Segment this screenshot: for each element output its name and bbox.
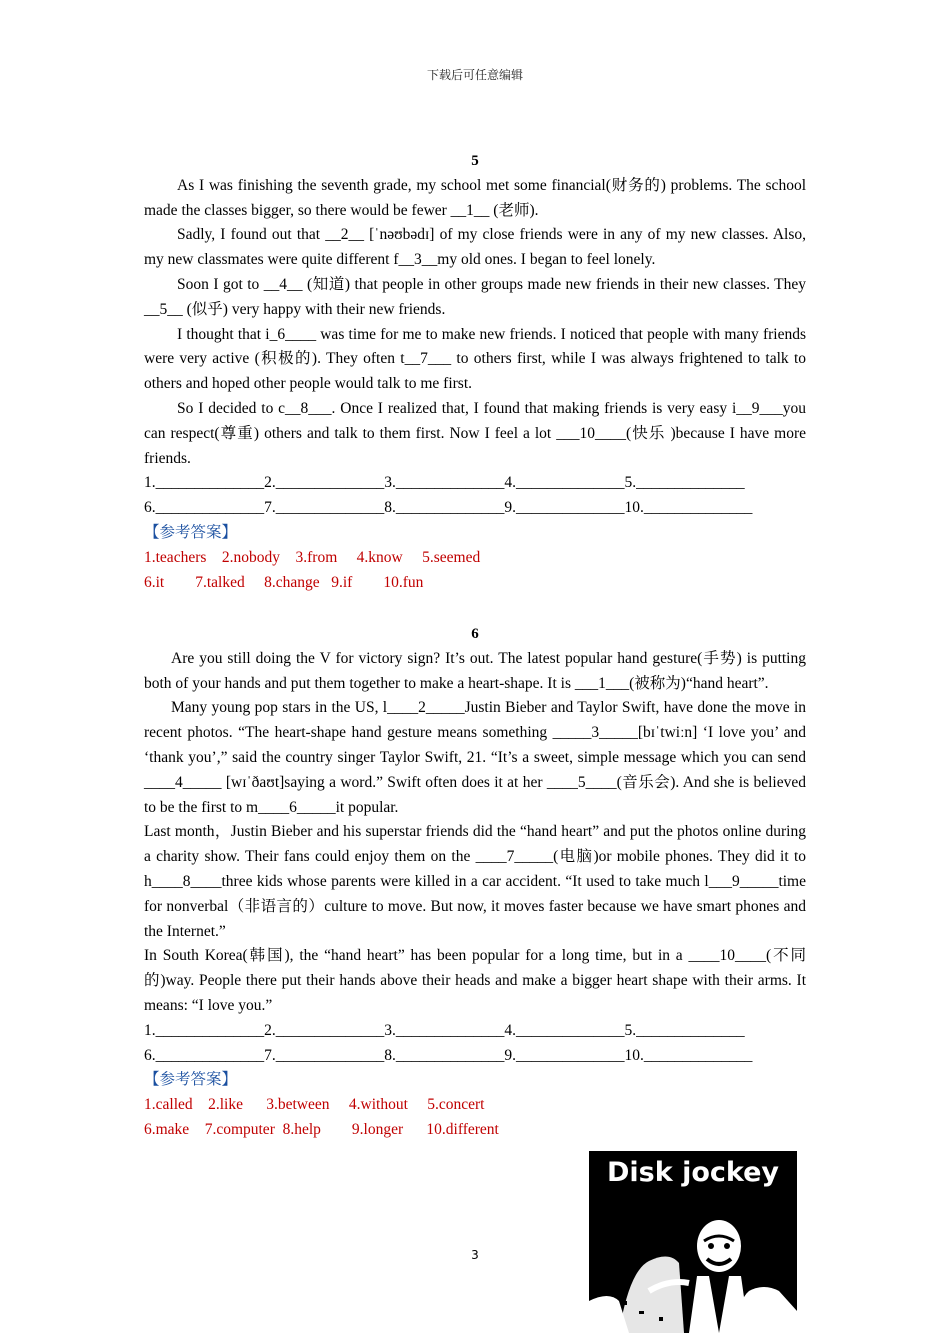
paragraph: Are you still doing the V for victory sign? It’s out. The latest popular hand gesture(手势) is putting both of your hands and put them together to make a heart-shape. It is ___1___(被称为)“hand heart”. [144, 649, 806, 692]
section-6 [144, 622, 806, 1143]
image-caption: Disk jockey [606, 1157, 780, 1188]
paragraph: In South Korea(韩国), the “hand heart” has been popular for a long time, but in a ____10____(不同的)way. People there put their hands above their heads and make a bigger heart shape with their arms. It means: “I love you.” [144, 947, 806, 1014]
answer-blank[interactable]: 7.______________ [264, 499, 385, 517]
paragraph: I thought that i_6____ was time for me to make new friends. I noticed that people with many friends were very active (积极的). They often t__7___ to others first, while I was always frightened to talk to others and hoped other people would talk to me first. [144, 325, 806, 393]
answer-blank[interactable]: 3.______________ [384, 474, 505, 492]
paragraph: As I was finishing the seventh grade, my school met some financial(财务的) problems. The school made the classes bigger, so there would be fewer __1__ (老师). [144, 176, 806, 219]
answer-blank[interactable]: 1.______________ [144, 1021, 265, 1039]
answer-key-heading: 【参考答案】 [144, 523, 238, 541]
section-number: 5 [471, 153, 479, 169]
disk-jockey-image [589, 1151, 797, 1333]
answer-blank[interactable]: 5.______________ [624, 1021, 745, 1039]
answer-blank[interactable]: 7.______________ [264, 1046, 385, 1064]
answer-blank[interactable]: 4.______________ [504, 474, 625, 492]
answer-key-row: 1.teachers 2.nobody 3.from 4.know 5.seemed [144, 548, 481, 566]
answer-blank[interactable]: 9.______________ [504, 499, 625, 517]
answer-blank[interactable]: 2.______________ [264, 1021, 385, 1039]
answer-blank[interactable]: 8.______________ [384, 499, 505, 517]
answer-blank[interactable]: 6.______________ [144, 1046, 265, 1064]
answer-blank[interactable]: 5.______________ [624, 474, 745, 492]
answer-blanks-row [144, 1044, 806, 1069]
answer-blanks-row [144, 1019, 806, 1044]
answer-key-row: 1.called 2.like 3.between 4.without 5.concert [144, 1096, 485, 1114]
answer-blank[interactable]: 3.______________ [384, 1021, 505, 1039]
answer-blank[interactable]: 4.______________ [504, 1021, 625, 1039]
paragraph: Many young pop stars in the US, l____2_____Justin Bieber and Taylor Swift, have done the move in recent photos. “The heart-shape hand gesture means something _____3_____[bɪˈtwiːn] ‘I love you’ and ‘thank you’,” said the country singer Taylor Swift, 21. “It’s a sweet, simple message which you can send ____4_____ [wɪˈðaʊt]saying a word.” Swift often does it at her ____5____(音乐会). And she is believed to be the first to m____6_____it popular. [144, 699, 806, 816]
page-number: 3 [471, 1248, 479, 1262]
answer-blank[interactable]: 8.______________ [384, 1046, 505, 1064]
page-header: 下载后可任意编辑 [426, 68, 523, 82]
answer-blank[interactable]: 10.______________ [624, 1046, 753, 1064]
section-number: 6 [471, 626, 479, 642]
paragraph: Last month，Justin Bieber and his superstar friends did the “hand heart” and put the photos online during a charity show. Their fans could enjoy them on the ____7_____(电脑)or mobile phones. They did it to h____8____three kids whose parents were killed in a car accident. “It used to take much l___9_____time for nonverbal（非语言的）culture to move. But now, it moves faster because we have smart phones and the Internet.” [144, 823, 806, 940]
answer-key-row: 6.it 7.talked 8.change 9.if 10.fun [144, 573, 424, 591]
section-5 [144, 149, 806, 595]
answer-key-row: 6.make 7.computer 8.help 9.longer 10.different [144, 1120, 499, 1138]
answer-blank[interactable]: 10.______________ [624, 499, 753, 517]
answer-blanks-row [144, 496, 806, 521]
answer-blank[interactable]: 9.______________ [504, 1046, 625, 1064]
answer-blank[interactable]: 6.______________ [144, 499, 265, 517]
answer-key-heading: 【参考答案】 [144, 1071, 238, 1089]
answer-blank[interactable]: 2.______________ [264, 474, 385, 492]
answer-blank[interactable]: 1.______________ [144, 474, 265, 492]
paragraph: So I decided to c__8___. Once I realized that, I found that making friends is very easy i__9___you can respect(尊重) others and talk to them first. Now I feel a lot ___10____(快乐 )because I have more friends. [144, 399, 806, 467]
paragraph: Sadly, I found out that __2__ [ˈnəʊbədɪ] of my close friends were in any of my new classes. Also, my new classmates were quite different f__3__my old ones. I began to feel lonely. [144, 226, 806, 269]
paragraph: Soon I got to __4__ (知道) that people in other groups made new friends in their new classes. They __5__ (似乎) very happy with their new friends. [144, 275, 806, 318]
answer-blanks-row [144, 471, 806, 496]
